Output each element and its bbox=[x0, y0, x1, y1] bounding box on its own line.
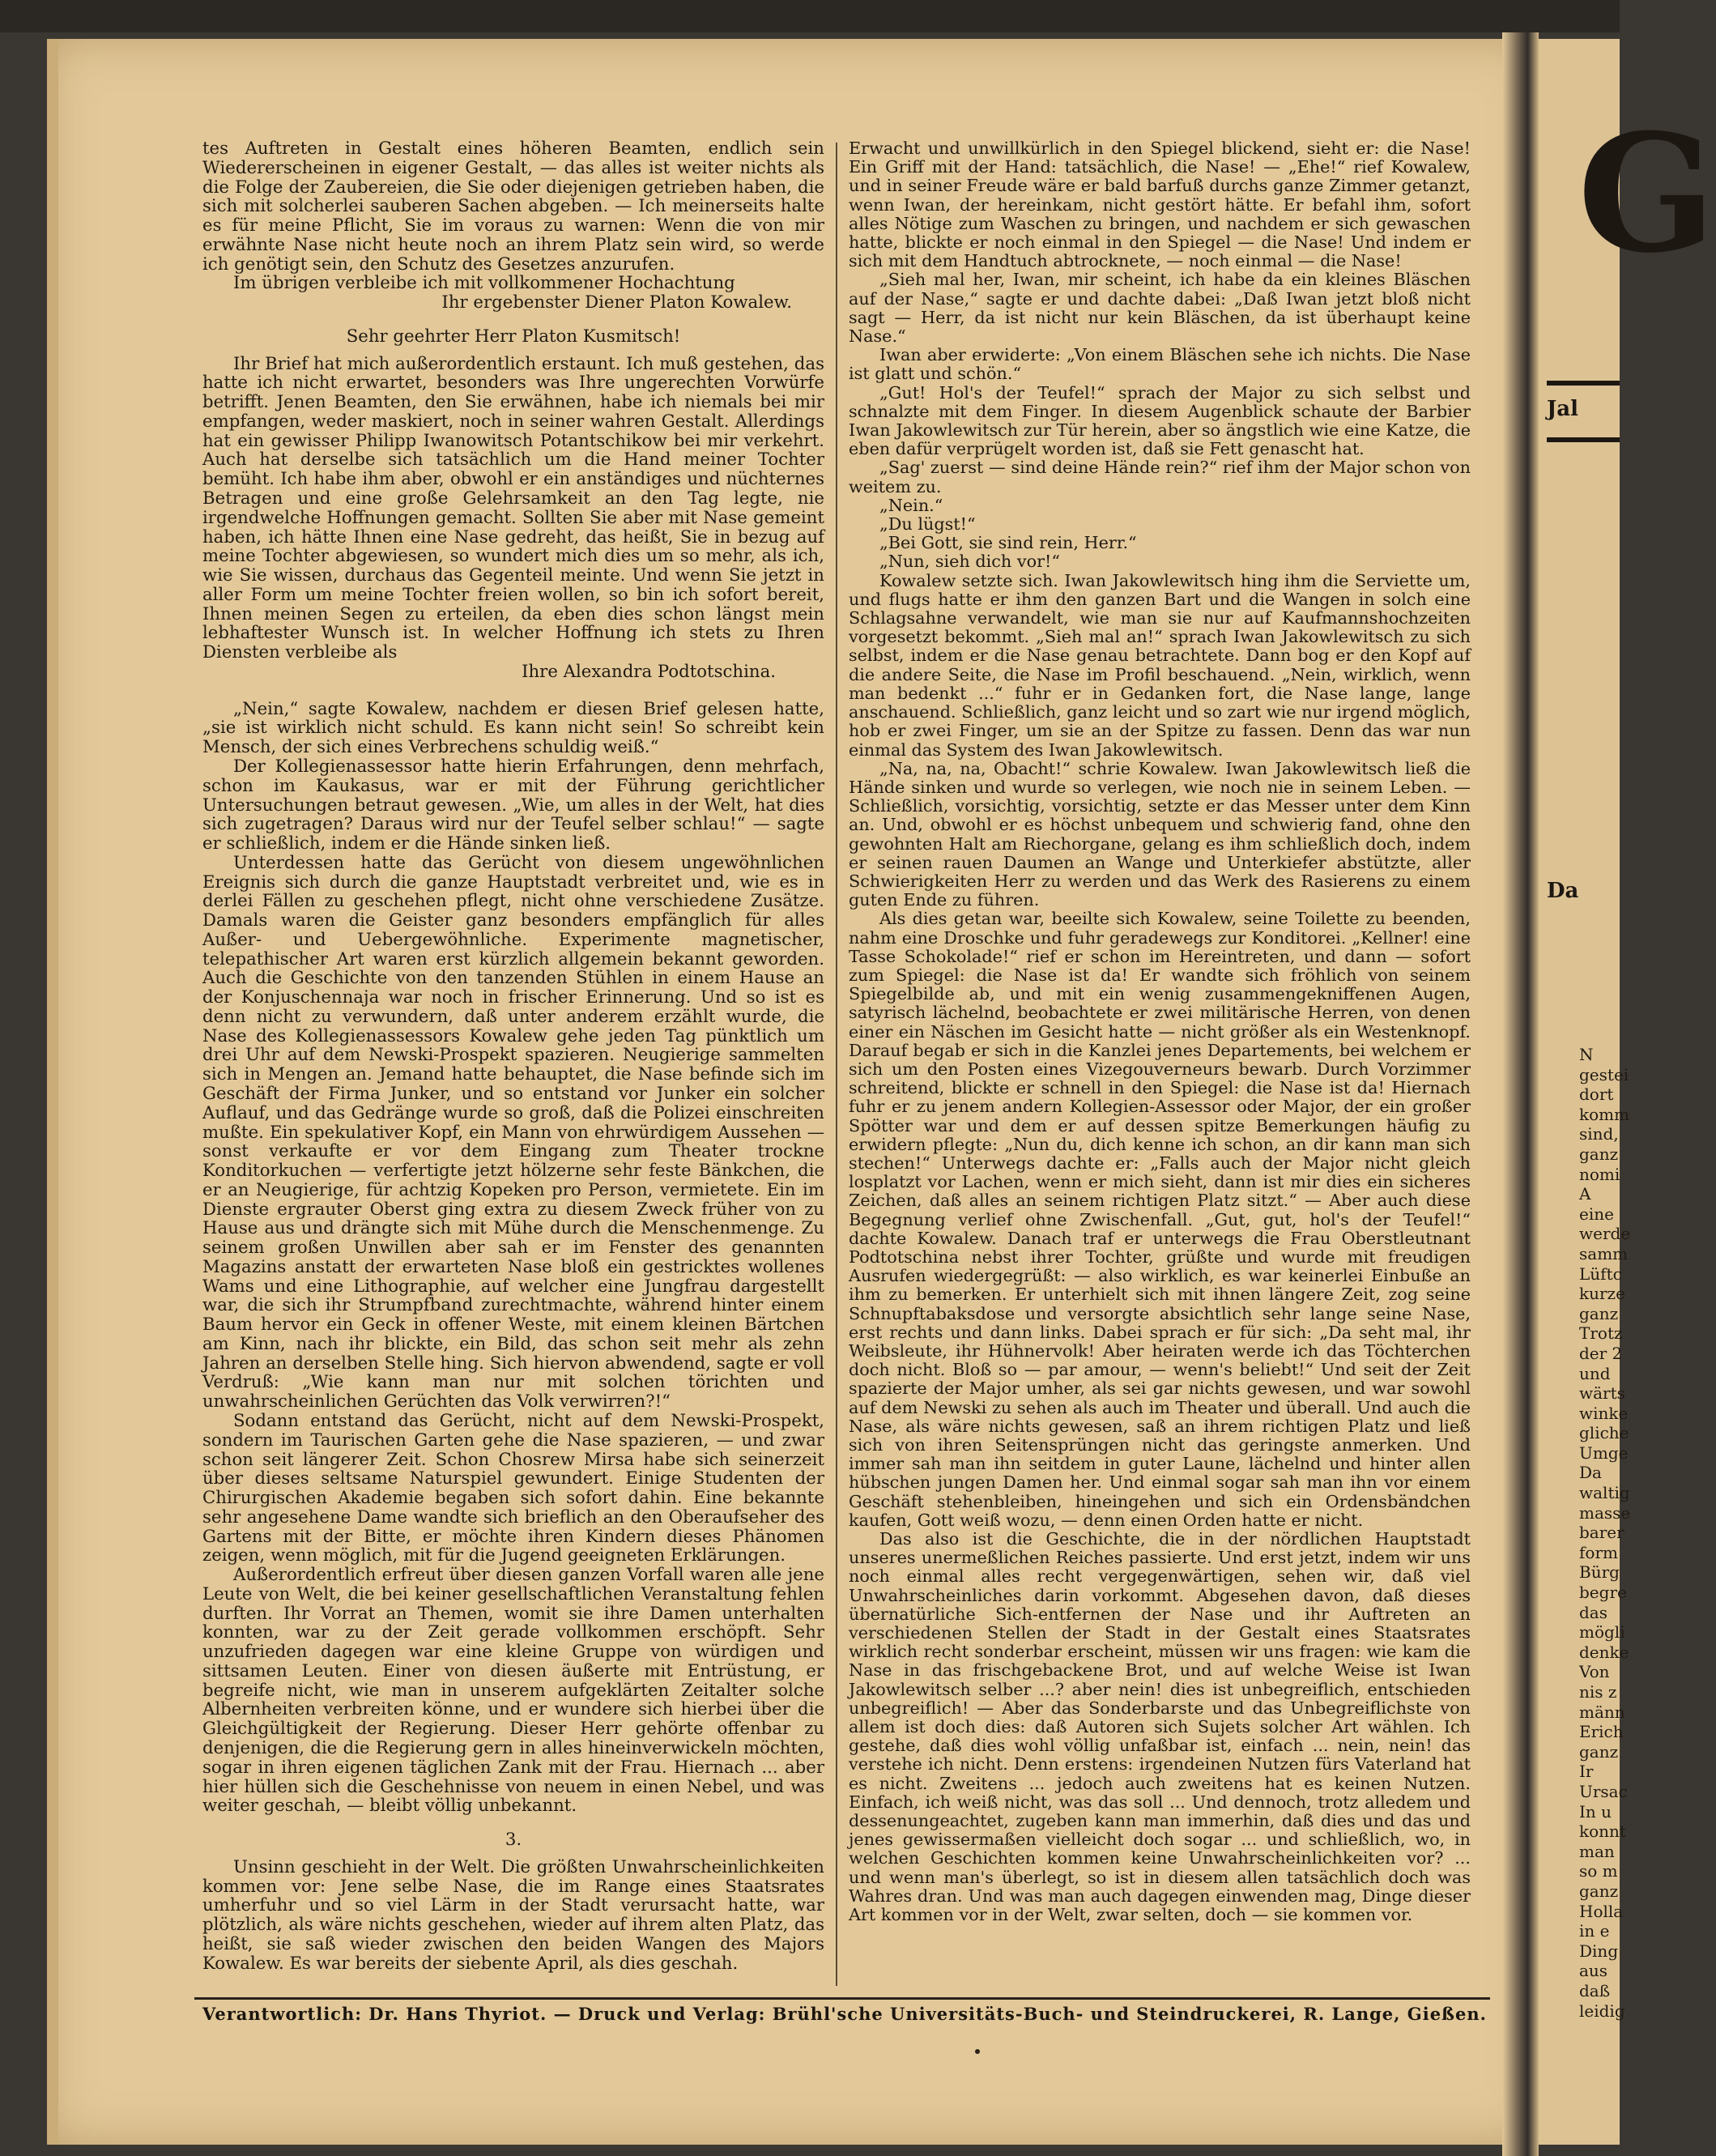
next-page-line-fragment: dort bbox=[1579, 1084, 1614, 1105]
dialogue-line: „Nun, sieh dich vor!“ bbox=[879, 552, 1060, 572]
next-page-line-fragment: aus bbox=[1579, 1961, 1608, 1981]
next-page-line-fragment: werde bbox=[1579, 1224, 1631, 1244]
next-page-line-fragment: Ding bbox=[1579, 1941, 1619, 1961]
next-page-line-fragment: In u bbox=[1579, 1801, 1612, 1822]
next-page-line-fragment: Ir bbox=[1579, 1762, 1594, 1782]
next-page-line-fragment: komm bbox=[1579, 1104, 1630, 1124]
next-page-line-fragment: denke bbox=[1579, 1642, 1629, 1662]
next-page-line-fragment: ganz bbox=[1579, 1741, 1619, 1762]
next-page-subheading-fragment: Da bbox=[1547, 879, 1579, 903]
page-edge bbox=[47, 39, 58, 2145]
next-page-line-fragment: wärts bbox=[1579, 1383, 1625, 1404]
next-page-line-fragment: form bbox=[1579, 1542, 1618, 1562]
next-page-line-fragment: gestei bbox=[1579, 1064, 1629, 1084]
letter-signature-podtotschina: Ihre Alexandra Podtotschina. bbox=[522, 661, 776, 682]
publisher-imprint: Verantwortlich: Dr. Hans Thyriot. — Druck und Verlag: Brühl'sche Universitäts-Buch- und Steindruckerei, R. Lange, Gießen. bbox=[202, 2004, 1487, 2024]
paragraph: Das also ist die Geschichte, die in der nördlichen Hauptstadt unseres unermeßlichen Reiches passierte. Und erst jetzt, indem wir uns noch einmal alles recht vergegenwärtigen, sehen wir, daß viel Unwahrscheinliches darin vorkommt. Abgesehen davon, daß dieses übernatürliche Sich-entfernen der Nase und ihr Auftreten an verschiedenen Stellen der Stadt in der Gestalt eines Staatsrates wirklich recht sonderbar erscheint, müssen wir uns fragen: wie kam die Nase in das frischgebackene Brot, und auf welche Weise ist Iwan Jakowlewitsch selber ...? aber nein! dies ist unbegreiflich, entschieden unbegreiflich! — Aber das Sonderbarste und das Unbegreiflichste von allem ist doch dies: daß Autoren sich Sujets solcher Art wählen. Ich gestehe, daß dies wohl völlig unfaßbar ist, einfach ... nein, nein! das verstehe ich nicht. Denn erstens: irgendeinen Nutzen fürs Vaterland hat es nicht. Zweitens ... jedoch auch zweitens hat es keinen Nutzen. Einfach, ich weiß nicht, was das soll ... Und dennoch, trotz alledem und dessenungeachtet, zugeben kann man immerhin, daß dies und das und jenes gewissermaßen vielleicht doch sogar ... und schließlich, wo, in welchen Geschichten kommen keine Unwahrscheinlichkeiten vor? ... und wenn man's überlegt, so ist in diesem allen tatsächlich doch was Wahres dran. Und was man auch dagegen einwenden mag, Dinge dieser Art kommen vor in der Welt, zwar selten, doch — sie kommen vor. bbox=[849, 1529, 1471, 1925]
letter-closing: Im übrigen verbleibe ich mit vollkommener Hochachtung bbox=[233, 273, 735, 294]
next-page-line-fragment: mögli bbox=[1579, 1622, 1625, 1643]
next-page-large-letter: G bbox=[1578, 99, 1716, 289]
next-page-line-fragment: barer bbox=[1579, 1523, 1624, 1543]
next-page-line-fragment: konnt bbox=[1579, 1822, 1626, 1842]
section-number: 3. bbox=[505, 1830, 522, 1851]
next-page-line-fragment: in e bbox=[1579, 1921, 1610, 1941]
left-text-column bbox=[202, 139, 824, 1982]
next-page-line-fragment: das bbox=[1579, 1602, 1607, 1622]
next-page-line-fragment: begre bbox=[1579, 1583, 1627, 1603]
next-page-line-fragment: Erich bbox=[1579, 1722, 1624, 1742]
next-page-line-fragment: Bürg bbox=[1579, 1562, 1620, 1583]
paragraph: Als dies getan war, beeilte sich Kowalew, seine Toilette zu beenden, nahm eine Droschke und fuhr geradewegs zur Konditorei. „Kellner! eine Tasse Schokolade!“ rief er schon im Hereintreten, und dann — sofort zum Spiegel: die Nase ist da! Er wandte sich fröhlich von seinem Spiegelbilde ab, und mit ein wenig zusammengekniffenen Augen, satyrisch lächelnd, beobachtete er zwei militärische Herren, von denen einer ein Näschen im Gesicht hatte — nicht größer als ein Westenknopf. Darauf begab er sich in die Kanzlei jenes Departements, bei welchem er sich um den Posten eines Vizegouverneurs bewarb. Durch Vorzimmer schreitend, blickte er schnell in den Spiegel: die Nase ist da! Hiernach fuhr er zu jenem andern Kollegien-Assessor oder Major, der ein großer Spötter war und dem er auf dessen spitze Bemerkungen häufig zu erwidern pflegte: „Nun du, dich kenne ich schon, an dir kann man sich stechen!“ Unterwegs dachte er: „Falls auch der Major nicht gleich losplatzt vor Lachen, wenn er mich sieht, dann ist mir dies ein sicheres Zeichen, daß alles an seinem richtigen Platz sitzt.“ — Aber auch diese Begegnung verlief ohne Zwischenfall. „Gut, gut, hol's der Teufel!“ dachte Kowalew. Danach traf er unterwegs die Frau Oberstleutnant Podtotschina nebst ihrer Tochter, grüßte und wurde mit freudigen Ausrufen wiedergegrüßt: — also wirklich, es war keinerlei Einbuße an ihm zu bemerken. Er unterhielt sich mit ihnen längere Zeit, zog seine Schnupftabaksdose und versorgte absichtlich sehr lange seine Nase, erst rechts und dann links. Dabei sprach er für sich: „Da seht mal, ihr Weibsleute, ihr Hühnervolk! Aber heiraten werde ich das Töchterchen doch nicht. Bloß so — par amour, — wenn's beliebt!“ Und seit der Zeit spazierte der Major umher, als sei gar nichts gewesen, und war sowohl auf dem Newski zu sehen als auch im Theater und überall. Und auch die Nase, als wäre nichts gewesen, saß an ihrem richtigen Platz und ließ sich von ihren Seitensprüngen nicht das geringste anmerken. Und immer sah man ihn seitdem in guter Laune, lächelnd und hinter allen hübschen jungen Damen her. Und einmal sogar sah man ihn vor einem Geschäft stehenbleiben, hineingehen und sich ein Ordensbändchen kaufen, Gott weiß wozu, — denn einen Orden hatte er nicht. bbox=[849, 909, 1471, 1530]
next-page-rule-top bbox=[1547, 381, 1620, 386]
next-page-line-fragment: Von bbox=[1579, 1662, 1610, 1682]
paragraph: Unsinn geschieht in der Welt. Die größten Unwahrscheinlichkeiten kommen vor: Jene selbe Nase, die im Range eines Staatsrates umherfuhr und so viel Lärm in der Stadt verursacht hatte, war plötzlich, als wäre nichts geschehen, wieder auf ihrem alten Platz, das heißt, sie saß wieder zwischen den beiden Wangen des Majors Kowalew. Es war bereits der siebente April, als dies geschah. bbox=[202, 1856, 824, 1974]
next-page-line-fragment: Trotz bbox=[1579, 1323, 1623, 1344]
next-page-line-fragment: Lüftc bbox=[1579, 1263, 1622, 1284]
paragraph: „Na, na, na, Obacht!“ schrie Kowalew. Iwan Jakowlewitsch ließ die Hände sinken und wurde so verlegen, wie noch nie in seinem Leben. — Schließlich, vorsichtig, vorsichtig, setzte er das Messer unter dem Kinn an. Und, obwohl er es höchst unbequem und schwierig fand, ohne den gewohnten Halt am Riechorgane, gelang es ihm schließlich doch, indem er seinen rauen Daumen an Wange und Unterkiefer abstützte, aller Schwierigkeiten Herr zu werden und das Werk des Rasierens zu einem guten Ende zu führen. bbox=[849, 758, 1471, 910]
next-page-line-fragment: A bbox=[1579, 1184, 1591, 1204]
next-page-line-fragment: sind, bbox=[1579, 1124, 1619, 1144]
paragraph: Kowalew setzte sich. Iwan Jakowlewitsch hing ihm die Serviette um, und flugs hatte er ihm den ganzen Bart und die Wangen in solch eine Schlagsahne verwandelt, wie man sie nur auf Kaufmannshochzeiten vorgesetzt bekommt. „Sieh mal an!“ sprach Iwan Jakowlewitsch zu sich selbst, indem er die Nase genau betrachtete. Dann bog er den Kopf auf die andere Seite, die Nase im Profil beschauend. „Nein, wirklich, wenn man bedenkt ...“ fuhr er in Gedanken fort, die Nase lange, lange anschauend. Schließlich, ganz leicht und so zart wie nur irgend möglich, hob er zwei Finger, um sie an der Spitze zu fassen. Denn das war nun einmal das System des Iwan Jakowlewitsch. bbox=[849, 570, 1471, 760]
next-page-line-fragment: winke bbox=[1579, 1403, 1629, 1423]
next-page-line-fragment: Ursac bbox=[1579, 1781, 1628, 1801]
dialogue-line: „Bei Gott, sie sind rein, Herr.“ bbox=[879, 533, 1137, 553]
next-page-line-fragment: nomi bbox=[1579, 1164, 1620, 1184]
paragraph: Erwacht und unwillkürlich in den Spiegel blickend, sieht er: die Nase! Ein Griff mit der Hand: tatsächlich, die Nase! — „Ehe!“ rief Kowalew, und in seiner Freude wäre er bald barfuß durchs ganze Zimmer getanzt, wenn Iwan, der hereinkam, nicht gestört hätte. Er befahl ihm, sofort alles Nötige zum Waschen zu bringen, und nachdem er sich gewaschen hatte, blickte er noch einmal in den Spiegel — die Nase! Und indem er sich mit dem Handtuch abtrocknete, — noch einmal — die Nase! bbox=[849, 138, 1471, 271]
next-page-line-fragment: daß bbox=[1579, 1980, 1611, 2000]
next-page-text-fragments bbox=[1579, 1045, 1631, 2021]
next-page-line-fragment: waltig bbox=[1579, 1483, 1630, 1503]
paragraph: tes Auftreten in Gestalt eines höheren Beamten, endlich sein Wiedererscheinen in eigener Gestalt, — das alles ist weiter nichts als die Folge der Zaubereien, die Sie oder diejenigen getrieben haben, die sich mit solcherlei sauberen Sachen abgeben. — Ich meinerseits halte es für meine Pflicht, Sie im voraus zu warnen: Wenn die von mir erwähnte Nase nicht heute noch an ihrem Platz sein wird, so werde ich genötigt sein, den Schutz des Gesetzes anzurufen. bbox=[202, 138, 824, 275]
next-page-heading-fragment: Jal bbox=[1547, 397, 1579, 421]
next-page-line-fragment: N bbox=[1579, 1045, 1594, 1064]
next-page-line-fragment: samm bbox=[1579, 1243, 1629, 1263]
right-text-column bbox=[849, 139, 1471, 1982]
paragraph: Iwan aber erwiderte: „Von einem Bläschen sehe ich nichts. Die Nase ist glatt und schön.“ bbox=[849, 345, 1471, 384]
next-page-line-fragment: und bbox=[1579, 1363, 1611, 1383]
next-page-line-fragment: Da bbox=[1579, 1463, 1602, 1483]
dialogue-line: „Du lügst!“ bbox=[879, 514, 976, 535]
next-page-line-fragment: nis z bbox=[1579, 1682, 1617, 1702]
next-page-line-fragment: eine bbox=[1579, 1204, 1614, 1224]
next-page-line-fragment: ganz bbox=[1579, 1144, 1619, 1164]
page-mark bbox=[975, 2049, 980, 2054]
next-page-line-fragment: so m bbox=[1579, 1861, 1618, 1881]
next-page-line-fragment: männ bbox=[1579, 1702, 1625, 1722]
column-divider bbox=[836, 143, 837, 1986]
next-page-rule-bottom bbox=[1547, 437, 1620, 442]
next-page-line-fragment: ganz bbox=[1579, 1303, 1619, 1323]
next-page-line-fragment: Holla bbox=[1579, 1901, 1624, 1921]
paragraph: Unterdessen hatte das Gerücht von diesem ungewöhnlichen Ereignis sich durch die ganze Hauptstadt verbreitet und, wie es in derlei Fällen zu geschehen pflegt, nicht ohne verschiedene Zusätze. Damals waren die Geister ganz besonders empfänglich für alles Außer- und Uebergewöhnliche. Experimente magnetischer, telepathischer Art waren erst kürzlich allgemein bekannt geworden. Auch die Geschichte von den tanzenden Stühlen in einem Hause an der Konjuschennaja war noch in frischer Erinnerung. Und so ist es denn nicht zu verwundern, daß unter anderem erzählt wurde, die Nase des Kollegienassessors Kowalew gehe jeden Tag pünktlich um drei Uhr auf dem Newski-Prospekt spazieren. Neugierige sammelten sich in Mengen an. Jemand hatte behauptet, die Nase befinde sich im Geschäft der Firma Junker, und so entstand vor Junker ein solcher Auflauf, und das Gedränge wurde so groß, daß die Polizei einschreiten mußte. Ein spekulativer Kopf, ein Mann von ehrwürdigem Aussehen — sonst verkaufte er vor dem Eingang zum Theater trockne Konditorkuchen — verfertigte jetzt hölzerne sehr feste Bänkchen, die er an Neugierige, für achtzig Kopeken pro Person, vermietete. Ein im Dienste ergrauter Oberst ging extra zu diesem Zweck früher von zu Hause aus und drängte sich mit Mühe durch die Menschenmenge. Zu seinem großen Unwillen aber sah er im Fenster des genannten Magazins anstatt der erwarteten Nase bloß ein gestricktes wollenes Wams und eine Lithographie, auf welcher eine Jungfrau dargestellt war, die sich ihr Strumpfband zurechtmachte, während hinter einem Baum hervor ein Geck in offener Weste, mit einem kleinen Bärtchen am Kinn, nach ihr blickte, ein Bild, das schon seit mehr als zehn Jahren an derselben Stelle hing. Sich hiervon abwendend, sagte er voll Verdruß: „Wie kann man nur mit solchen törichten und unwahrscheinlichen Gerüchten das Volk verwirren?!“ bbox=[202, 852, 824, 1412]
letter-signature-kowalew: Ihr ergebenster Diener Platon Kowalew. bbox=[441, 292, 792, 313]
next-page-line-fragment: ganz bbox=[1579, 1881, 1619, 1901]
next-page-line-fragment: masse bbox=[1579, 1502, 1631, 1523]
letter-salutation: Sehr geehrter Herr Platon Kusmitsch! bbox=[346, 326, 681, 347]
next-page-line-fragment: leidig bbox=[1579, 2000, 1625, 2021]
next-page-line-fragment: kurze bbox=[1579, 1284, 1625, 1304]
scanner-background-top bbox=[0, 0, 1620, 32]
book-gutter bbox=[1502, 32, 1539, 2156]
paragraph: Ihr Brief hat mich außerordentlich erstaunt. Ich muß gestehen, das hatte ich nicht erwartet, besonders was Ihre ungerechten Vorwürfe betrifft. Jenen Beamten, den Sie erwähnen, habe ich niemals bei mir empfangen, weder maskiert, noch in seiner wahren Gestalt. Allerdings hat ein gewisser Philipp Iwanowitsch Potantschikow bei mir verkehrt. Auch hat derselbe sich tatsächlich um die Hand meiner Tochter bemüht. Ich habe ihm aber, obwohl er ein anständiges und nüchternes Betragen und eine große Gelehrsamkeit an den Tag legte, nie irgendwelche Hoffnungen gemacht. Sollten Sie aber mit Nase gemeint haben, ich hätte Ihnen eine Nase gedreht, das heißt, Sie in bezug auf meine Tochter abgewiesen, so wundert mich dies um so mehr, als ich, wie Sie wissen, durchaus das Gegenteil meinte. Und wenn Sie jetzt in aller Form um meine Tochter freien wollen, so bin ich sofort bereit, Ihnen meinen Segen zu erteilen, da eben dies schon längst mein lebhaftester Wunsch ist. In welcher Hoffnung ich stets zu Ihren Diensten verbleibe als bbox=[202, 353, 824, 663]
paragraph: „Sieh mal her, Iwan, mir scheint, ich habe da ein kleines Bläschen auf der Nase,“ sagte er und dachte dabei: „Daß Iwan jetzt bloß nicht sagt — Herr, da ist nicht nur kein Bläschen, da ist überhaupt keine Nase.“ bbox=[849, 270, 1471, 347]
next-page-line-fragment: man bbox=[1579, 1841, 1615, 1861]
paragraph: Der Kollegienassessor hatte hierin Erfahrungen, denn mehrfach, schon im Kaukasus, war er mit der Führung gerichtlicher Untersuchungen betraut gewesen. „Wie, um alles in der Welt, hat dies sich zugetragen? Daraus wird nur der Teufel selber schlau!“ — sagte er schließlich, indem er die Hände sinken ließ. bbox=[202, 756, 824, 854]
paragraph: „Sag' zuerst — sind deine Hände rein?“ rief ihm der Major schon von weitem zu. bbox=[849, 458, 1471, 496]
next-page-line-fragment: der 2 bbox=[1579, 1343, 1623, 1363]
next-page-line-fragment: gliche bbox=[1579, 1423, 1629, 1443]
next-page-line-fragment: Umge bbox=[1579, 1442, 1629, 1463]
paragraph: Außerordentlich erfreut über diesen ganzen Vorfall waren alle jene Leute von Welt, die bei keiner gesellschaftlichen Veranstaltung fehlen durften. Ihr Vorrat an Themen, womit sie ihre Damen unterhalten konnten, war zu der Zeit gerade vollkommen erschöpft. Sehr unzufrieden dagegen war eine kleine Gruppe von würdigen und sittsamen Leuten. Einer von diesen äußerte mit Entrüstung, er begreife nicht, wie man in unserem aufgeklärten Zeitalter solche Albernheiten verbreiten könne, und er wundere sich hierbei über die Gleichgültigkeit der Regierung. Dieser Herr gehörte offenbar zu denjenigen, die die Regierung gern in alles hineinverwickeln möchten, sogar in ihren eigenen täglichen Zank mit der Frau. Hiernach ... aber hier hüllen sich die Geschehnisse von neuem in einen Nebel, und was weiter geschah, — bleibt völlig unbekannt. bbox=[202, 1565, 824, 1817]
dialogue-line: „Nein.“ bbox=[879, 495, 943, 515]
footer-rule bbox=[194, 1997, 1490, 2000]
paragraph: Sodann entstand das Gerücht, nicht auf dem Newski-Prospekt, sondern im Taurischen Garten gehe die Nase spazieren, — und zwar schon seit längerer Zeit. Schon Chosrew Mirsa habe sich seinerzeit über dieses seltsame Naturspiel gewundert. Einige Studenten der Chirurgischen Akademie begaben sich sofort dahin. Eine bekannte sehr angesehene Dame wandte sich brieflich an den Oberaufseher des Gartens mit der Bitte, er möchte ihren Kindern dieses Phänomen zeigen, wenn möglich, mit für die Jugend geeigneten Erklärungen. bbox=[202, 1411, 824, 1566]
paragraph: „Gut! Hol's der Teufel!“ sprach der Major zu sich selbst und schnalzte mit dem Finger. In diesem Augenblick schaute der Barbier Iwan Jakowlewitsch zur Tür herein, aber so ängstlich wie eine Katze, die eben dafür verprügelt worden ist, daß sie Fett genascht hat. bbox=[849, 382, 1471, 459]
paragraph: „Nein,“ sagte Kowalew, nachdem er diesen Brief gelesen hatte, „sie ist wirklich nicht schuld. Es kann nicht sein! So schreibt kein Mensch, der sich eines Verbrechens schuldig weiß.“ bbox=[202, 698, 824, 758]
